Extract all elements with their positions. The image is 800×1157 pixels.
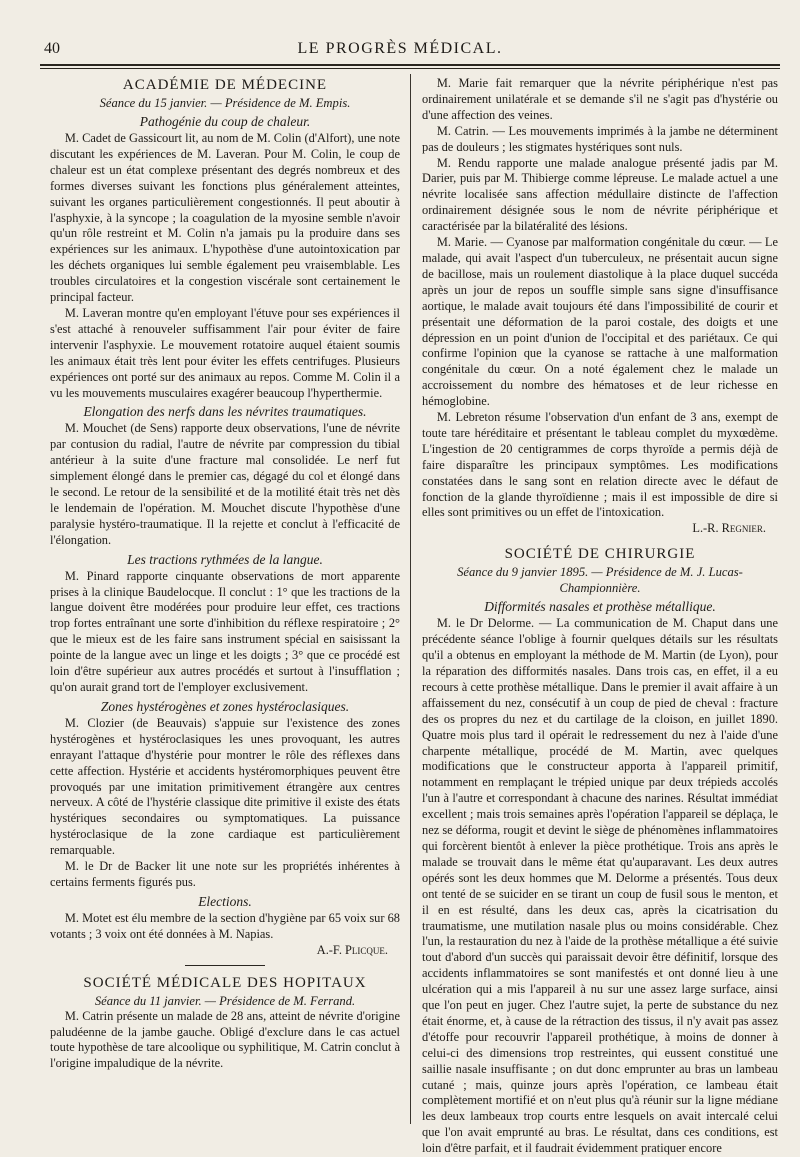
running-head: LE PROGRÈS MÉDICAL.	[297, 40, 503, 57]
header-rule	[40, 64, 780, 66]
paragraph: M. Marie. — Cyanose par malformation congénitale du cœur. — Le malade, qui avait l'aspect d'un tuberculeux, ne présentait aucun signe de bacillose, mais un roulement diastolique à la place duquel succéda après un jour de repos un souffle simple sans signe d'insuffisance aortique, le malade avait toujours été dans l'impossibilité de courir et présentait une déformation de la paroi costale, des doigts et une dépression en un point d'union de l'occipital et des pariétaux. Ce qui confirme l'opinion que la cyanose se rattache à une malformation congénitale du cœur. On a noté également chez le malade un accroissement du nombre des hématoses et de leur richesse en hémoglobine.	[422, 235, 778, 409]
paragraph: M. Rendu rapporte une malade analogue présenté jadis par M. Darier, puis par M. Thibierge comme lépreuse. Le malade actuel a une névrite localisée sans affection médullaire distincte de l'affection ordinairement désignée sous le nom de névrite périphérique et caractérisée par la bilatéralité des lésions.	[422, 155, 778, 234]
page-number: 40	[44, 40, 60, 57]
paragraph: M. Mouchet (de Sens) rapporte deux observations, l'une de névrite par contusion du radial, l'autre de névrite par compression du tibial antérieur à la suite d'une fracture mal consolidée. Le nerf fut simplement élongé dans le premier cas, dégagé du col et élongé dans le second. Le retour de la sensibilité et de la motilité était très net dès le lendemain de l'opération. M. Mouchet discute l'hypothèse d'une paralysie hystéro-traumatique. Il la rejette et conclut à l'efficacité de l'élongation.	[50, 421, 400, 547]
signature: L.-R. Regnier.	[692, 521, 766, 536]
paragraph: M. Catrin présente un malade de 28 ans, atteint de névrite d'origine paludéenne de la jambe gauche. Obligé d'exclure dans le cas actuel toute hypothèse de tare alcoolique ou syphilitique, M. Catrin conclut à l'origine impaludique de la névrite.	[50, 1008, 400, 1071]
signature: A.-F. Plicque.	[316, 942, 388, 957]
left-column	[50, 76, 400, 1126]
subsection-heading: Elections.	[198, 893, 252, 909]
session-line: Séance du 11 janvier. — Présidence de M. Ferrand.	[94, 993, 356, 1008]
paragraph: M. Motet est élu membre de la section d'hygiène par 65 voix sur 68 votants ; 3 voix ont été données à M. Napias.	[50, 910, 400, 941]
section-title-chirurgie: SOCIÉTÉ DE CHIRURGIE	[504, 546, 696, 563]
paragraph: M. Clozier (de Beauvais) s'appuie sur l'existence des zones hystérogènes et hystéroclasiques les unes provoquant, les autres enrayant l'attaque d'hystérie pour montrer le rôle des réflexes dans cette affection. Hystérie et accidents hystéromorphiques peuvent être provoqués par une imitation primitivement étrangère aux centres nerveux. A côté de l'hystérie classique dite primitive il existe des états hystériques secondaires ou symptomatiques. La puissance hystéroclasique de la zone cardiaque est particulièrement remarquable.	[50, 715, 400, 858]
paragraph: M. Cadet de Gassicourt lit, au nom de M. Colin (d'Alfort), une note discutant les expériences de M. Laveran. Pour M. Colin, le coup de chaleur est un état complexe présentant des degrés nombreux et des formes diverses suivant les fonctions plus généralement atteintes, suivant les organes particulièrement congestionnés. Il peut aboutir à l'asphyxie, à la syncope ; la coagulation de la myosine semble n'avoir qu'un rôle restreint et M. Colin n'a jamais pu la produire dans ses expériences sur les animaux. L'hypothèse d'une autointoxication par les déchets organiques lui semble également peu vraisemblable. Les troubles circulatoires et la congestion viscérale sont certainement le principal facteur.	[50, 131, 400, 305]
paragraph: M. le Dr Delorme. — La communication de M. Chaput dans une précédente séance l'oblige à fournir quelques détails sur les résultats qu'il a obtenus en employant la méthode de M. Martin (de Lyon), pour la réparation des difformités nasales. Dans trois cas, en effet, il a eu recours à cette prothèse métallique. Dans le premier il avait affaire à un affaissement du nez, consécutif à un coup de pied de cheval : fracture des os propres du nez et du cartilage de la cloison, en juillet 1890. Quatre mois plus tard il opérait le redressement du nez à l'aide d'une charpente métallique, procédé de M. Martin, avec quelques modifications que le constructeur apporta à l'appareil primitif, notamment en remplaçant le trépied unique par deux trépieds accolés l'un à l'autre et correspondant à chacune des narines. Résultat immédiat excellent ; mais trois semaines après l'opération l'appareil se déplaça, le nez se déforma, rougit et devint le siège de phénomènes inflammatoires qui forcèrent bientôt à enlever la pièce prothétique. Trois ans après le malade se trouvait dans le même état qu'auparavant. Les deux autres opérés sont les deux hommes que M. Delorme a présentés. Tous deux ont tenté de se suicider en se tirant un coup de fusil sous le menton, et il en est résulté, dans les deux cas, après la cicatrisation du traumatisme, une mutilation nasale plus ou moins considérable. Chez l'un, la restauration du nez à l'aide de la prothèse métallique a été suivie tout d'abord d'un succès qui paraissait devoir être définitif, lorsque des accidents inflammatoires se sont manifestés et ont donné lieu à une ulcération qui a mis l'appareil à nu sur une assez large surface, ainsi que l'on peut en juger. Chez l'autre sujet, la perte de substance du nez était énorme, et, à cause de la rétraction des tissus, il n'y avait pas assez d'étoffe pour recouvrir l'appareil prothétique, à moins de donner à celui-ci des dimensions trop restreintes, qui eussent constitué une saillie nasale insuffisante ; on dut donc emprunter au bras un lambeau cutané ; mais, quinze jours après l'opération, ce lambeau était complètement mortifié et on n'eut plus qu'à réunir sur la ligne médiane les deux lambeaux trop courts entre lesquels on avait intercalé celui que l'on avait emprunté au bras. Le résultat, dans ces conditions, est loin d'être parfait, et il faudrait évidemment pratiquer encore	[422, 616, 778, 1156]
session-line: Séance du 15 janvier. — Présidence de M. Empis.	[99, 96, 351, 110]
subsection-heading: Pathogénie du coup de chaleur.	[139, 114, 311, 129]
paragraph: M. Pinard rapporte cinquante observations de mort apparente prises à la clinique Baudelocque. Il conclut : 1° que les tractions de la langue doivent être modérées pour produire leur effet, ces tractions trop fortes entraînant une sorte d'inhibition du réflexe respiratoire ; 2° que le mieux est de les faire sans instrument spécial en saisissant la pointe de la langue avec un linge et les doigts ; 3° que ce procédé est loin d'être supérieur aux autres procédés et surtout à l'insufflation ; qu'on aurait grand tort de l'employer exclusivement.	[50, 568, 400, 694]
section-title-academie: ACADÉMIE DE MÉDECINE	[122, 77, 328, 93]
header-rule-thin	[40, 68, 780, 69]
paragraph: M. Marie fait remarquer que la névrite périphérique n'est pas ordinairement unilatérale et se demande s'il ne s'agit pas d'hystérie ou d'une affection des veines.	[422, 76, 778, 122]
right-column	[422, 76, 778, 1156]
paragraph: M. Laveran montre qu'en employant l'étuve pour ses expériences il s'est attaché à renouveler suffisamment l'air pour éviter de faire intervenir l'asphyxie. Le mouvement rotatoire auquel étaient soumis les animaux était très lent pour éviter les effets centrifuges. Plusieurs expériences ont porté sur des animaux au repos. Comme M. Colin il a vu les mouvements musculaires exagérer beaucoup l'hyperthermie.	[50, 305, 400, 400]
subsection-heading: Elongation des nerfs dans les névrites traumatiques.	[83, 404, 367, 420]
subsection-heading: Zones hystérogènes et zones hystéroclasiques.	[100, 698, 350, 714]
subsection-heading: Difformités nasales et prothèse métallique.	[484, 599, 716, 615]
paragraph: M. Lebreton résume l'observation d'un enfant de 3 ans, exempt de toute tare héréditaire et présentant le tableau complet du myxœdème. L'ingestion de 20 centigrammes de corps thyroïde a permis déjà de faire disparaître les principaux symptômes. Les modifications constatées dans le sang sont en relation directe avec le défaut de fonction de la glande thyroïdienne ; mais il est impossible de dire si elles sont primitives ou un effet de l'intoxication.	[422, 410, 778, 520]
section-title-hopitaux: SOCIÉTÉ MÉDICALE DES HOPITAUX	[83, 974, 367, 991]
paragraph: M. le Dr de Backer lit une note sur les propriétés inhérentes à certains ferments figurés pus.	[50, 859, 400, 889]
session-line: Séance du 9 janvier 1895. — Présidence de M. J. Lucas-Championnière.	[457, 565, 743, 596]
column-divider	[410, 74, 411, 1124]
subsection-heading: Les tractions rythmées de la langue.	[127, 551, 323, 567]
paragraph: M. Catrin. — Les mouvements imprimés à la jambe ne déterminent pas de douleurs ; les stigmates hystériques sont nuls.	[422, 123, 778, 154]
section-separator	[185, 965, 265, 966]
